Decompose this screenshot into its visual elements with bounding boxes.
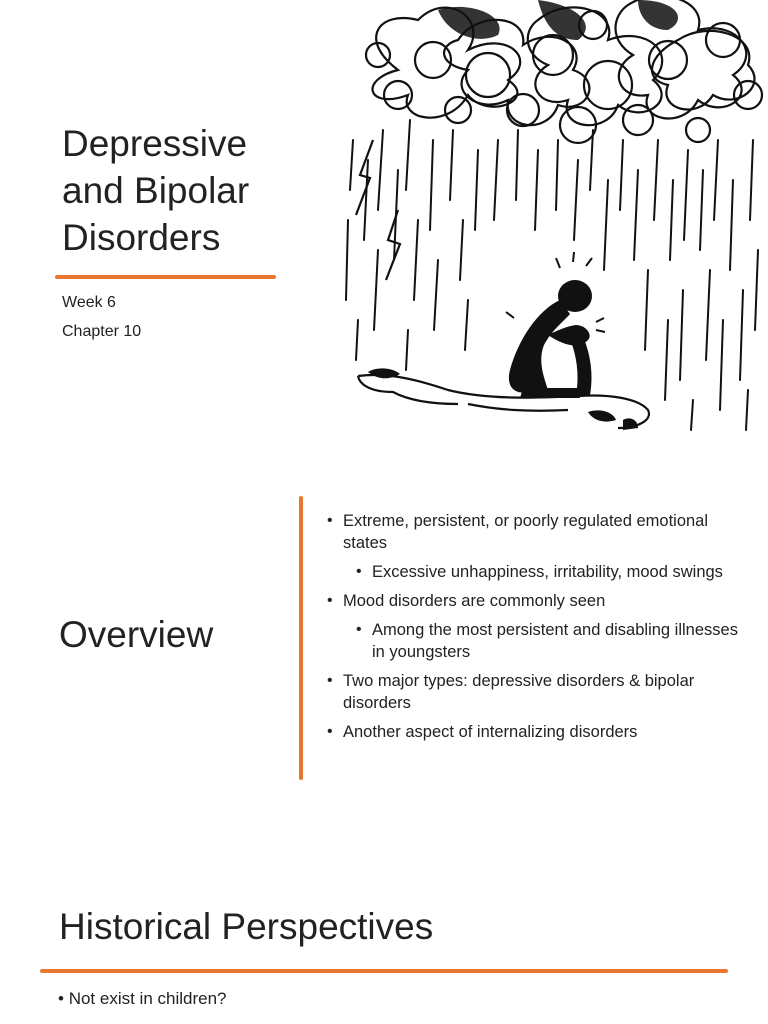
bullet-text: Two major types: depressive disorders & bipolar disorders	[343, 672, 695, 712]
subtitle-chapter: Chapter 10	[62, 323, 142, 340]
bullet-text: Not exist in children?	[68, 989, 227, 1008]
bullet-text: Among the most persistent and disabling illnesses in youngsters	[372, 621, 738, 661]
bullet-text: Excessive unhappiness, irritability, mood swings	[372, 563, 723, 581]
list-item	[325, 510, 755, 554]
historical-title: Historical Perspectives	[59, 906, 434, 947]
bullet-glyph: •	[58, 989, 64, 1008]
title-line-2: and Bipolar	[62, 170, 250, 211]
title-slide	[0, 0, 768, 432]
list-item	[325, 590, 755, 612]
list-item	[325, 619, 755, 663]
title-underline	[55, 275, 276, 279]
list-item	[325, 670, 755, 714]
title-line-1: Depressive	[62, 123, 248, 164]
title-line-3: Disorders	[62, 217, 221, 258]
historical-perspectives-slide	[0, 876, 768, 1024]
bullet-glyph: •	[327, 672, 333, 689]
list-item	[58, 989, 227, 1009]
bullet-glyph: •	[356, 621, 362, 638]
list-item	[325, 721, 755, 743]
subtitle-week: Week 6	[62, 294, 116, 311]
bullet-text: Extreme, persistent, or poorly regulated emotional states	[343, 512, 709, 552]
slide-title	[62, 120, 302, 261]
bullet-glyph: •	[356, 563, 362, 580]
list-item	[325, 561, 755, 583]
person-in-rain-illustration	[338, 0, 768, 432]
vertical-divider	[299, 496, 303, 780]
bullet-text: Mood disorders are commonly seen	[343, 592, 606, 610]
bullet-glyph: •	[327, 723, 333, 740]
overview-bullet-list	[325, 510, 755, 750]
overview-slide	[0, 452, 768, 824]
overview-title: Overview	[59, 614, 214, 655]
bullet-glyph: •	[327, 512, 333, 529]
title-underline	[40, 969, 728, 973]
bullet-glyph: •	[327, 592, 333, 609]
bullet-text: Another aspect of internalizing disorders	[343, 723, 638, 741]
